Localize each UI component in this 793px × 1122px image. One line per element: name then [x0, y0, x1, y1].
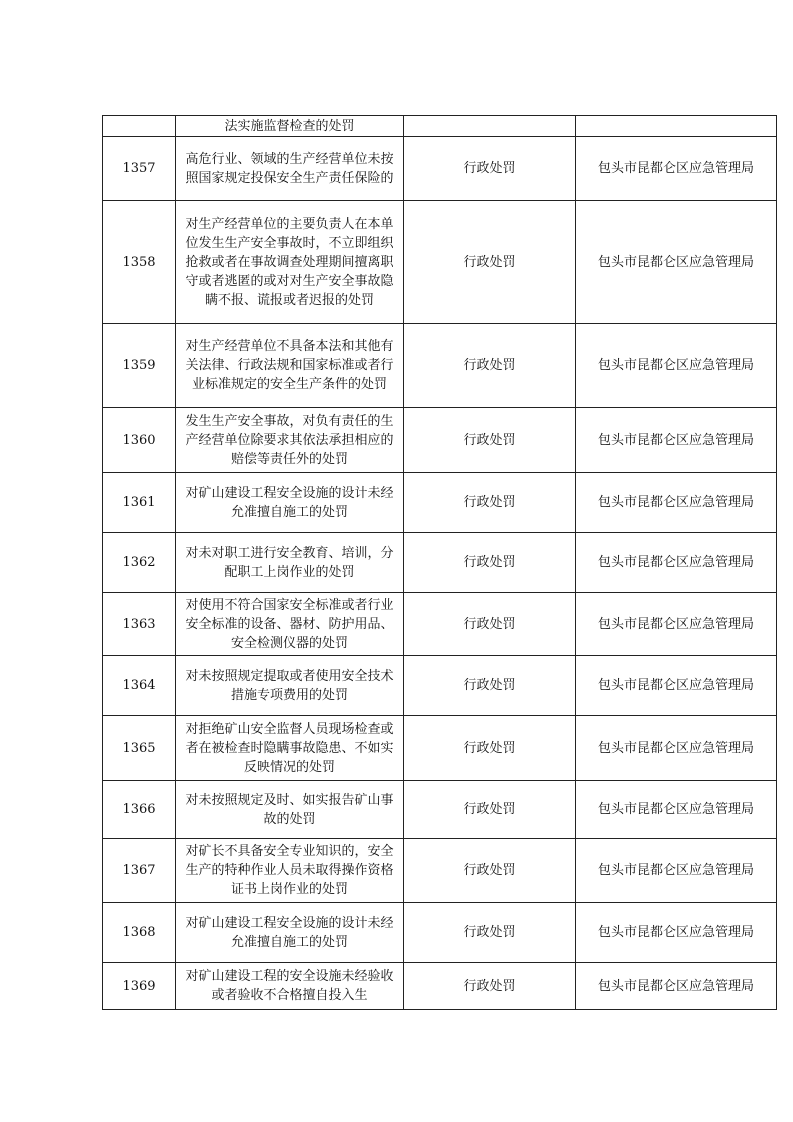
item-type	[404, 116, 576, 137]
row-number: 1360	[103, 408, 176, 473]
item-department: 包头市昆都仑区应急管理局	[576, 324, 777, 408]
row-number: 1359	[103, 324, 176, 408]
table-row	[103, 201, 777, 324]
row-number: 1363	[103, 593, 176, 656]
item-department: 包头市昆都仑区应急管理局	[576, 656, 777, 716]
item-name: 对拒绝矿山安全监督人员现场检查或者在被检查时隐瞒事故隐患、不如实反映情况的处罚	[176, 716, 404, 781]
table-row	[103, 716, 777, 781]
table-row	[103, 116, 777, 137]
item-department: 包头市昆都仑区应急管理局	[576, 781, 777, 839]
item-name: 对生产经营单位的主要负责人在本单位发生生产安全事故时，不立即组织抢救或者在事故调查处理期间擅离职守或者逃匿的或对对生产安全事故隐瞒不报、谎报或者迟报的处罚	[176, 201, 404, 324]
item-department: 包头市昆都仑区应急管理局	[576, 201, 777, 324]
item-name: 法实施监督检查的处罚	[176, 116, 404, 137]
item-type: 行政处罚	[404, 593, 576, 656]
row-number: 1365	[103, 716, 176, 781]
table-row	[103, 593, 777, 656]
item-name: 高危行业、领域的生产经营单位未按照国家规定投保安全生产责任保险的	[176, 137, 404, 201]
item-type: 行政处罚	[404, 324, 576, 408]
item-department: 包头市昆都仑区应急管理局	[576, 963, 777, 1010]
item-department: 包头市昆都仑区应急管理局	[576, 408, 777, 473]
item-department: 包头市昆都仑区应急管理局	[576, 473, 777, 533]
item-type: 行政处罚	[404, 201, 576, 324]
item-department: 包头市昆都仑区应急管理局	[576, 716, 777, 781]
table-row	[103, 781, 777, 839]
table-row	[103, 137, 777, 201]
row-number: 1357	[103, 137, 176, 201]
item-type: 行政处罚	[404, 533, 576, 593]
item-type: 行政处罚	[404, 781, 576, 839]
item-department	[576, 116, 777, 137]
item-type: 行政处罚	[404, 656, 576, 716]
item-type: 行政处罚	[404, 963, 576, 1010]
item-type: 行政处罚	[404, 716, 576, 781]
item-type: 行政处罚	[404, 408, 576, 473]
item-name: 对生产经营单位不具备本法和其他有关法律、行政法规和国家标准或者行业标准规定的安全生产条件的处罚	[176, 324, 404, 408]
item-type: 行政处罚	[404, 473, 576, 533]
item-name: 对矿长不具备安全专业知识的，安全生产的特种作业人员未取得操作资格证书上岗作业的处罚	[176, 839, 404, 903]
table-row	[103, 533, 777, 593]
table-row	[103, 324, 777, 408]
item-name: 对矿山建设工程的安全设施未经验收或者验收不合格擅自投入生	[176, 963, 404, 1010]
table-row	[103, 963, 777, 1010]
row-number: 1358	[103, 201, 176, 324]
row-number: 1369	[103, 963, 176, 1010]
item-department: 包头市昆都仑区应急管理局	[576, 137, 777, 201]
item-type: 行政处罚	[404, 839, 576, 903]
table-row	[103, 408, 777, 473]
item-type: 行政处罚	[404, 137, 576, 201]
item-name: 对未按照规定及时、如实报告矿山事故的处罚	[176, 781, 404, 839]
item-department: 包头市昆都仑区应急管理局	[576, 903, 777, 963]
item-name: 对矿山建设工程安全设施的设计未经允准擅自施工的处罚	[176, 903, 404, 963]
item-department: 包头市昆都仑区应急管理局	[576, 593, 777, 656]
row-number: 1364	[103, 656, 176, 716]
item-department: 包头市昆都仑区应急管理局	[576, 839, 777, 903]
table-row	[103, 903, 777, 963]
item-name: 发生生产安全事故，对负有责任的生产经营单位除要求其依法承担相应的赔偿等责任外的处罚	[176, 408, 404, 473]
item-name: 对矿山建设工程安全设施的设计未经允准擅自施工的处罚	[176, 473, 404, 533]
row-number: 1366	[103, 781, 176, 839]
row-number: 1362	[103, 533, 176, 593]
item-type: 行政处罚	[404, 903, 576, 963]
row-number: 1367	[103, 839, 176, 903]
item-name: 对未对职工进行安全教育、培训，分配职工上岗作业的处罚	[176, 533, 404, 593]
row-number: 1368	[103, 903, 176, 963]
row-number	[103, 116, 176, 137]
row-number: 1361	[103, 473, 176, 533]
item-name: 对未按照规定提取或者使用安全技术措施专项费用的处罚	[176, 656, 404, 716]
penalty-table	[102, 115, 777, 1010]
item-department: 包头市昆都仑区应急管理局	[576, 533, 777, 593]
table-row	[103, 839, 777, 903]
table-row	[103, 473, 777, 533]
item-name: 对使用不符合国家安全标准或者行业安全标准的设备、器材、防护用品、安全检测仪器的处罚	[176, 593, 404, 656]
table-row	[103, 656, 777, 716]
